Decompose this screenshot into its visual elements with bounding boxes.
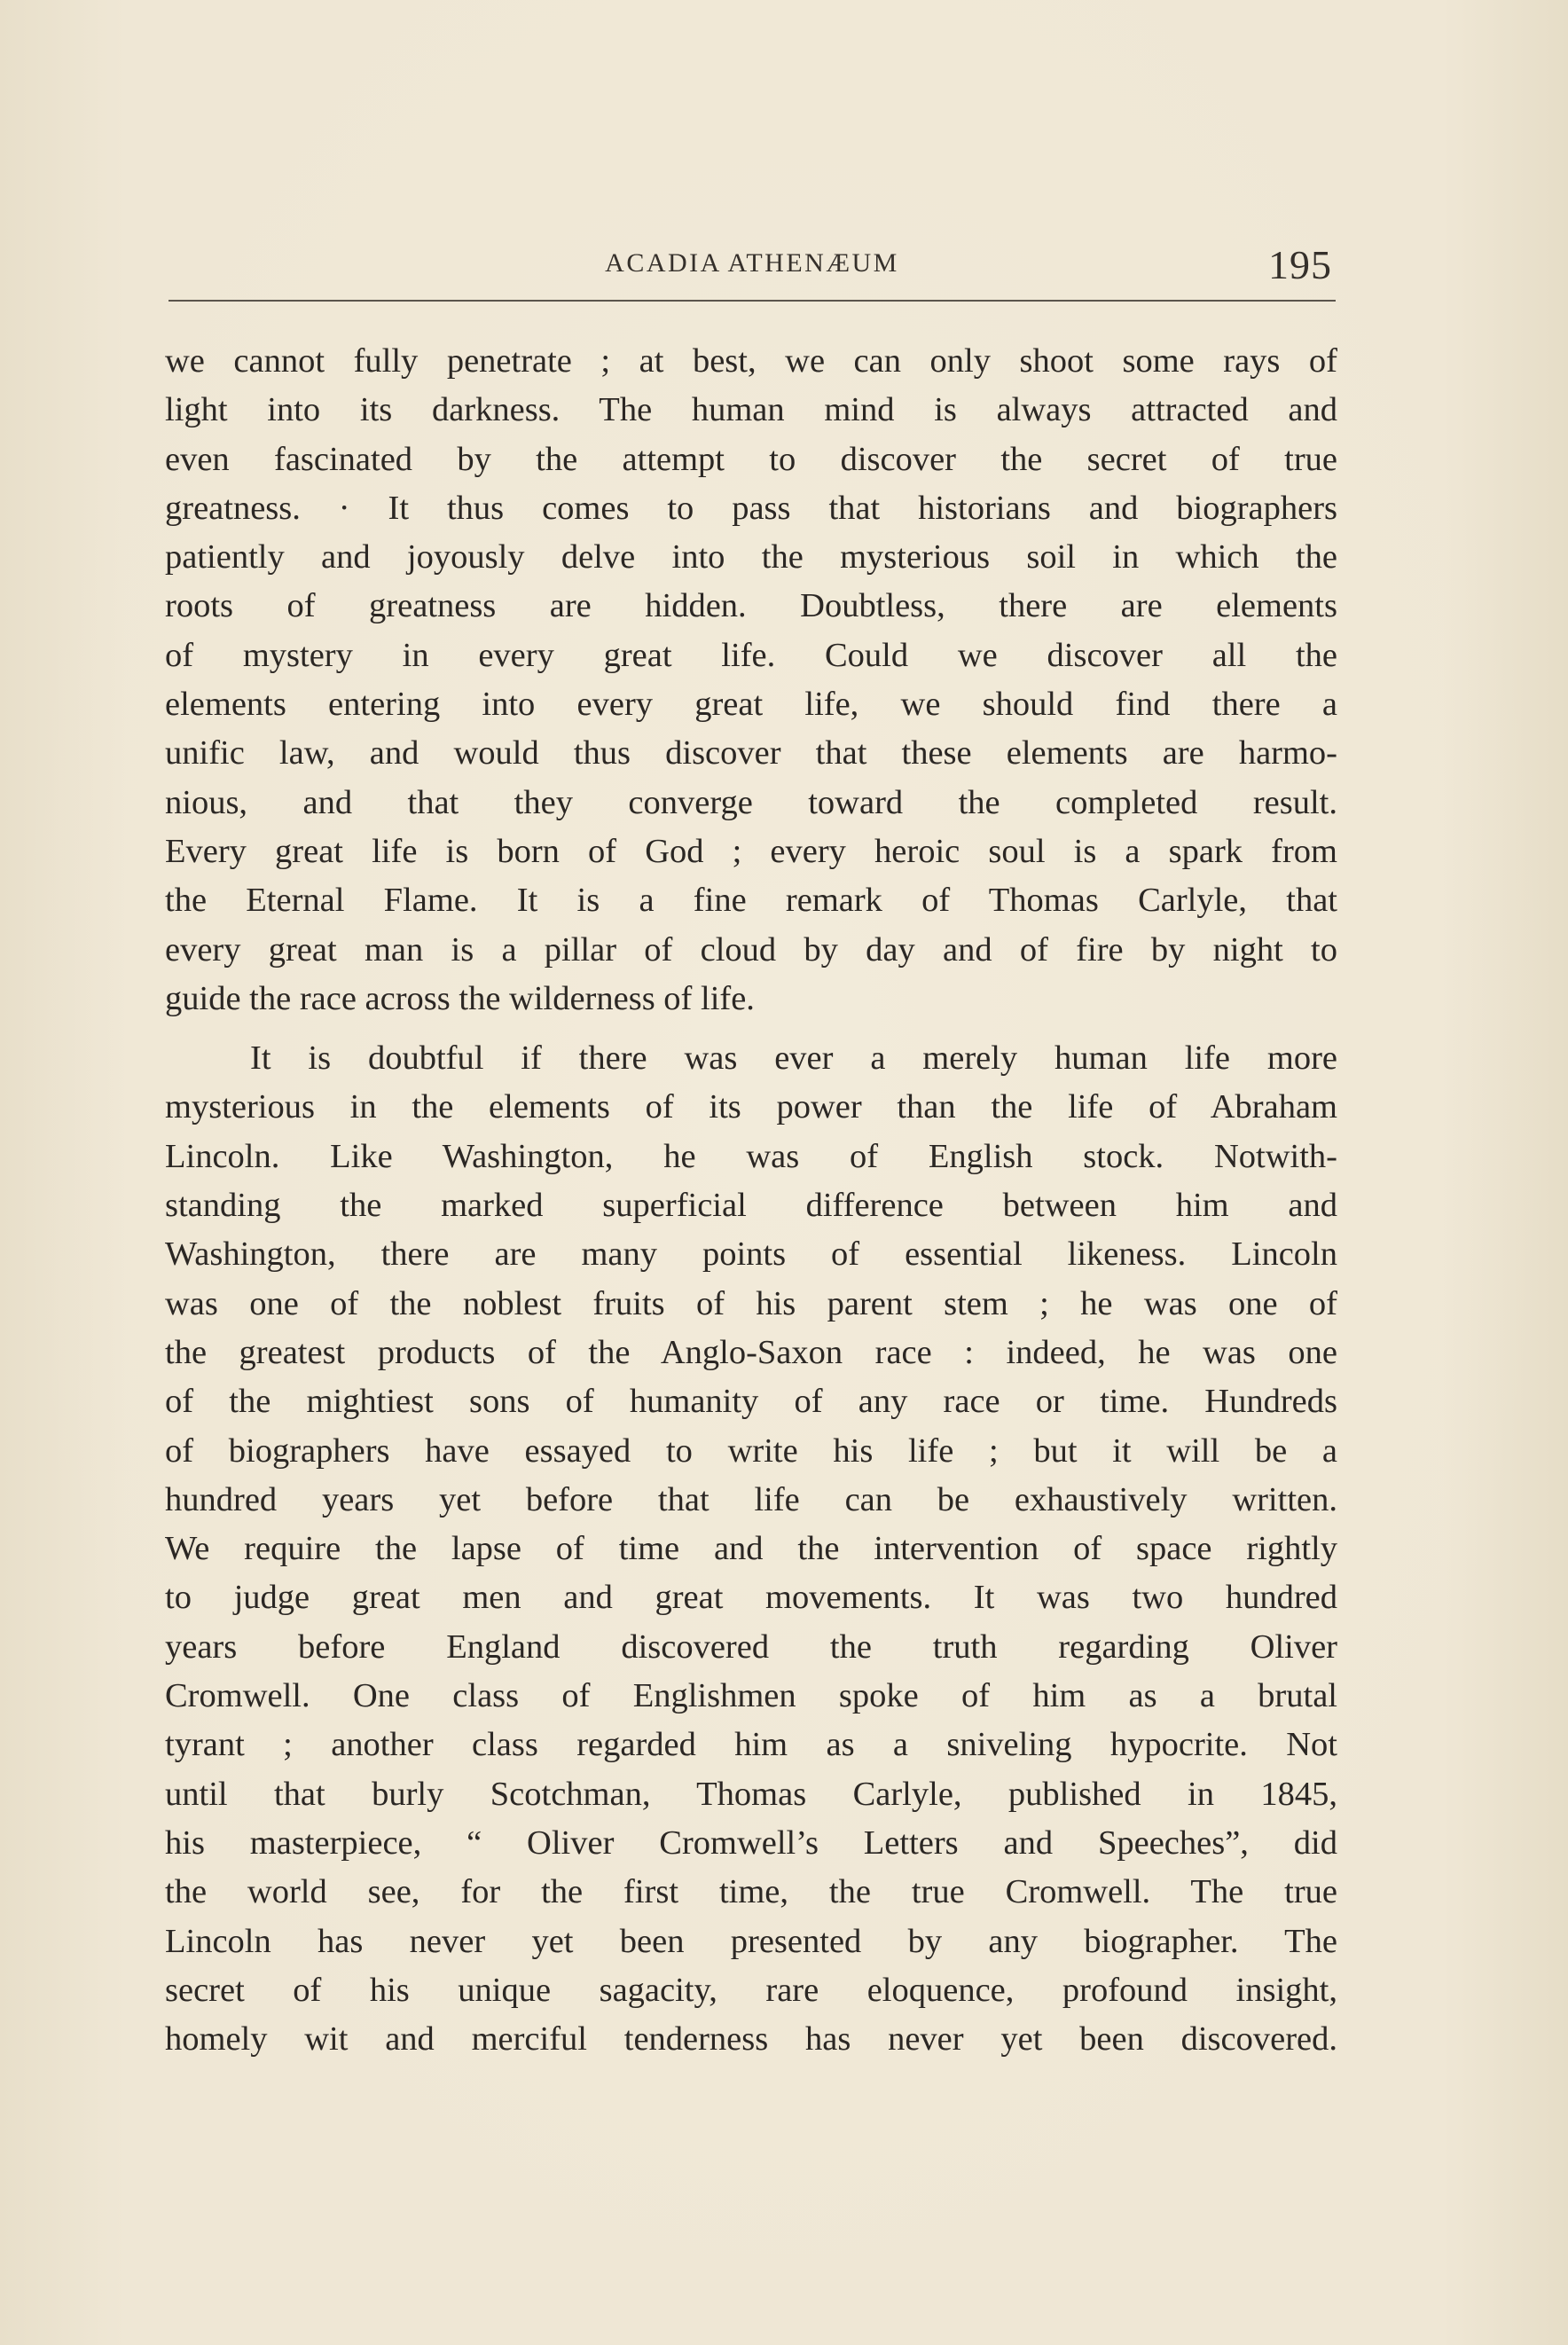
text-line: the Eternal Flame. It is a fine remark of Thomas Carlyle, that	[165, 882, 1337, 920]
text-line: the world see, for the first time, the true Cromwell. The true	[165, 1873, 1337, 1911]
page-number: 195	[1268, 242, 1332, 287]
text-line: standing the marked superficial difference between him and	[165, 1187, 1337, 1225]
text-line: the greatest products of the Anglo-Saxon race : indeed, he was one	[165, 1333, 1337, 1371]
text-line: to judge great men and great movements. It was two hundred	[165, 1579, 1337, 1617]
text-line: Cromwell. One class of Englishmen spoke of him as a brutal	[165, 1677, 1337, 1715]
paragraph-gap	[165, 1023, 1337, 1034]
text-line: was one of the noblest fruits of his parent stem ; he was one of	[165, 1284, 1337, 1322]
text-line: until that burly Scotchman, Thomas Carlyle, published in 1845,	[165, 1775, 1337, 1813]
text-line: we cannot fully penetrate ; at best, we can only shoot some rays of	[165, 342, 1337, 380]
header-rule	[169, 300, 1336, 302]
text-line: roots of greatness are hidden. Doubtless, there are elements	[165, 587, 1337, 625]
text-line: secret of his unique sagacity, rare eloquence, profound insight,	[165, 1971, 1337, 2009]
text-line: light into its darkness. The human mind is always attracted and	[165, 391, 1337, 429]
paragraph-2	[165, 1034, 1337, 2064]
text-line: We require the lapse of time and the intervention of space rightly	[165, 1530, 1337, 1568]
text-line: Lincoln. Like Washington, he was of English stock. Notwith-	[165, 1137, 1337, 1175]
text-line: mysterious in the elements of its power than the life of Abraham	[165, 1088, 1337, 1126]
text-line: nious, and that they converge toward the completed result.	[165, 783, 1337, 821]
text-line: unific law, and would thus discover that these elements are harmo-	[165, 734, 1337, 773]
text-line: of biographers have essayed to write his life ; but it will be a	[165, 1431, 1337, 1470]
text-line: greatness. · It thus comes to pass that historians and biographers	[165, 489, 1337, 527]
text-line: Lincoln has never yet been presented by any biographer. The	[165, 1922, 1337, 1960]
text-line: of the mightiest sons of humanity of any race or time. Hundreds	[165, 1383, 1337, 1421]
text-line: elements entering into every great life, we should find there a	[165, 686, 1337, 724]
paragraph-1	[165, 337, 1337, 1023]
running-head: ACADIA ATHENÆUM	[605, 248, 899, 278]
text-line: tyrant ; another class regarded him as a sniveling hypocrite. Not	[165, 1726, 1337, 1764]
text-line: guide the race across the wilderness of life.	[165, 979, 755, 1017]
text-line: hundred years yet before that life can be exhaustively written.	[165, 1480, 1337, 1518]
body-text	[165, 337, 1337, 2064]
text-line: even fascinated by the attempt to discover the secret of true	[165, 440, 1337, 478]
text-line: his masterpiece, “ Oliver Cromwell’s Letters and Speeches”, did	[165, 1823, 1337, 1862]
page-header	[169, 241, 1336, 294]
text-line: patiently and joyously delve into the mysterious soil in which the	[165, 538, 1337, 576]
text-line: homely wit and merciful tenderness has never yet been discovered.	[165, 2020, 1337, 2059]
text-line: of mystery in every great life. Could we discover all the	[165, 636, 1337, 674]
text-line: Every great life is born of God ; every heroic soul is a spark from	[165, 832, 1337, 870]
text-line: Washington, there are many points of essential likeness. Lincoln	[165, 1235, 1337, 1274]
text-line: every great man is a pillar of cloud by day and of fire by night to	[165, 930, 1337, 969]
text-line: years before England discovered the truth regarding Oliver	[165, 1627, 1337, 1666]
text-line: It is doubtful if there was ever a merely human life more	[250, 1039, 1337, 1078]
